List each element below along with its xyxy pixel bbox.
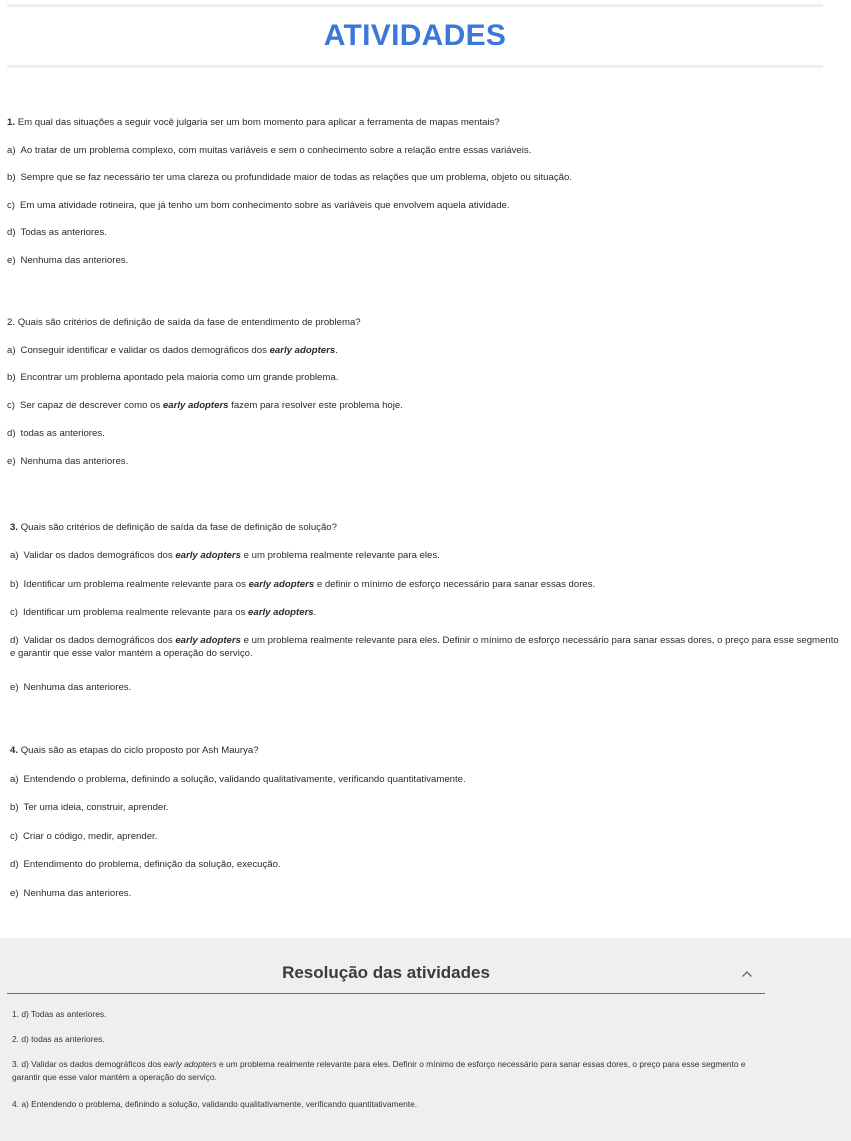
question-2-option-c	[7, 399, 847, 412]
option-text: Conseguir identificar e validar os dados demográficos dos	[20, 345, 270, 356]
option-text-end: e um problema realmente relevante para eles.	[240, 550, 440, 561]
question-4-option-a	[10, 773, 850, 786]
option-text-end: fazem para resolver este problema hoje.	[228, 400, 403, 411]
option-letter: c)	[7, 200, 15, 211]
question-4-option-c	[10, 830, 850, 843]
option-term: early adopters	[162, 400, 229, 411]
option-text-end: .	[335, 345, 338, 356]
resolution-answer-3	[12, 1058, 757, 1083]
option-text: Nenhuma das anteriores.	[20, 255, 129, 266]
option-text: todas as anteriores.	[20, 428, 105, 439]
resolution-answer-4	[12, 1098, 772, 1111]
option-letter: b)	[7, 372, 16, 383]
option-term: early adopters	[175, 635, 241, 646]
page-title-bar	[7, 4, 823, 68]
option-text: Entendendo o problema, definindo a solução, validando qualitativamente, verificando quantitativamente.	[23, 774, 466, 785]
option-letter: e)	[7, 255, 16, 266]
question-3-option-e	[10, 681, 850, 694]
option-term: early adopters	[269, 345, 336, 356]
option-letter: c)	[10, 831, 18, 842]
resolution-answer-2	[12, 1033, 772, 1046]
option-letter: d)	[10, 859, 19, 870]
question-2	[7, 316, 847, 329]
answer-text: d) Validar os dados demográficos dos	[21, 1059, 164, 1069]
question-number: 4.	[10, 745, 19, 756]
answer-number: 3.	[12, 1059, 19, 1069]
question-text: Em qual das situações a seguir você julgaria ser um bom momento para aplicar a ferramenta de mapas mentais?	[17, 117, 500, 128]
chevron-up-icon[interactable]	[739, 966, 755, 982]
question-3	[10, 521, 850, 534]
option-text: Validar os dados demográficos dos	[23, 550, 176, 561]
question-1-option-e	[7, 254, 847, 267]
option-letter: c)	[10, 607, 18, 618]
option-letter: c)	[7, 400, 15, 411]
answer-text: d) Todas as anteriores.	[21, 1009, 107, 1019]
option-term: early adopters	[248, 607, 314, 618]
question-2-option-b	[7, 371, 847, 384]
question-text: Quais são as etapas do ciclo proposto por Ash Maurya?	[20, 745, 259, 756]
question-2-option-a	[7, 344, 847, 357]
option-letter: b)	[10, 579, 19, 590]
option-letter: d)	[7, 428, 16, 439]
resolution-panel	[0, 938, 851, 1141]
question-1-option-d	[7, 226, 847, 239]
option-text: Nenhuma das anteriores.	[23, 888, 132, 899]
resolution-header[interactable]	[7, 956, 765, 994]
option-letter: b)	[10, 802, 19, 813]
resolution-title: Resolução das atividades	[282, 963, 490, 982]
question-1-option-a	[7, 144, 847, 157]
question-number: 1.	[7, 117, 16, 128]
question-2-option-e	[7, 455, 847, 468]
answer-number: 2.	[12, 1034, 19, 1044]
page-title: ATIVIDADES	[323, 19, 507, 52]
option-text-end: e definir o mínimo de esforço necessário para sanar essas dores.	[314, 579, 596, 590]
option-text: Todas as anteriores.	[20, 227, 107, 238]
option-text: Criar o código, medir, aprender.	[23, 831, 158, 842]
resolution-answer-1	[12, 1008, 772, 1021]
option-text: Nenhuma das anteriores.	[23, 682, 132, 693]
option-text: Sempre que se faz necessário ter uma clareza ou profundidade maior de todas as relações que um problema, objeto ou situação.	[20, 172, 572, 183]
question-4-option-e	[10, 887, 850, 900]
option-text: Ter uma ideia, construir, aprender.	[23, 802, 169, 813]
option-letter: a)	[10, 550, 19, 561]
option-letter: b)	[7, 172, 16, 183]
question-3-option-c	[10, 606, 850, 619]
question-1	[7, 116, 847, 129]
option-text: Encontrar um problema apontado pela maioria como um grande problema.	[20, 372, 339, 383]
question-4	[10, 744, 850, 757]
option-letter: d)	[10, 635, 19, 646]
question-3-option-d	[10, 634, 846, 660]
question-text: Quais são critérios de definição de saída da fase de entendimento de problema?	[17, 317, 361, 328]
answer-text: a) Entendendo o problema, definindo a solução, validando qualitativamente, verificando quantitativamente.	[21, 1099, 418, 1109]
question-2-option-d	[7, 427, 847, 440]
option-text: Ao tratar de um problema complexo, com muitas variáveis e sem o conhecimento sobre a relação entre essas variáveis.	[20, 145, 532, 156]
question-1-option-b	[7, 171, 847, 184]
question-3-option-b	[10, 578, 850, 591]
option-letter: e)	[10, 682, 19, 693]
answer-text-end: e um problema realmente relevante para eles. Definir o mínimo de esforço necessário para sanar essas dores, o preço para esse segmento e garantir que esse valor mantém a operação do serviço.	[12, 1059, 746, 1082]
option-text: Identificar um problema realmente relevante para os	[23, 579, 249, 590]
question-4-option-b	[10, 801, 850, 814]
option-text-end: e um problema realmente relevante para eles. Definir o mínimo de esforço necessário para sanar essas dores, o preço para esse segmento e garantir que esse valor mantém a operação do serviço.	[10, 635, 839, 659]
option-letter: a)	[7, 145, 16, 156]
option-text: Validar os dados demográficos dos	[23, 635, 176, 646]
option-letter: e)	[10, 888, 19, 899]
answer-term: early adopters	[163, 1059, 217, 1069]
option-text: Nenhuma das anteriores.	[20, 456, 129, 467]
option-text: Ser capaz de descrever como os	[20, 400, 163, 411]
option-text: Identificar um problema realmente relevante para os	[23, 607, 249, 618]
question-number: 2.	[7, 317, 16, 328]
option-letter: e)	[7, 456, 16, 467]
option-text: Entendimento do problema, definição da solução, execução.	[23, 859, 281, 870]
question-3-option-a	[10, 549, 850, 562]
option-letter: a)	[7, 345, 16, 356]
question-1-option-c	[7, 199, 847, 212]
question-4-option-d	[10, 858, 850, 871]
answer-number: 1.	[12, 1009, 19, 1019]
option-text: Em uma atividade rotineira, que já tenho um bom conhecimento sobre as variáveis que envolvem aquela atividade.	[20, 200, 510, 211]
option-letter: a)	[10, 774, 19, 785]
option-term: early adopters	[175, 550, 241, 561]
option-letter: d)	[7, 227, 16, 238]
question-number: 3.	[10, 522, 19, 533]
answer-number: 4.	[12, 1099, 19, 1109]
option-term: early adopters	[248, 579, 315, 590]
answer-text: d) todas as anteriores.	[21, 1034, 105, 1044]
option-text-end: .	[313, 607, 317, 618]
question-text: Quais são critérios de definição de saída da fase de definição de solução?	[20, 522, 337, 533]
